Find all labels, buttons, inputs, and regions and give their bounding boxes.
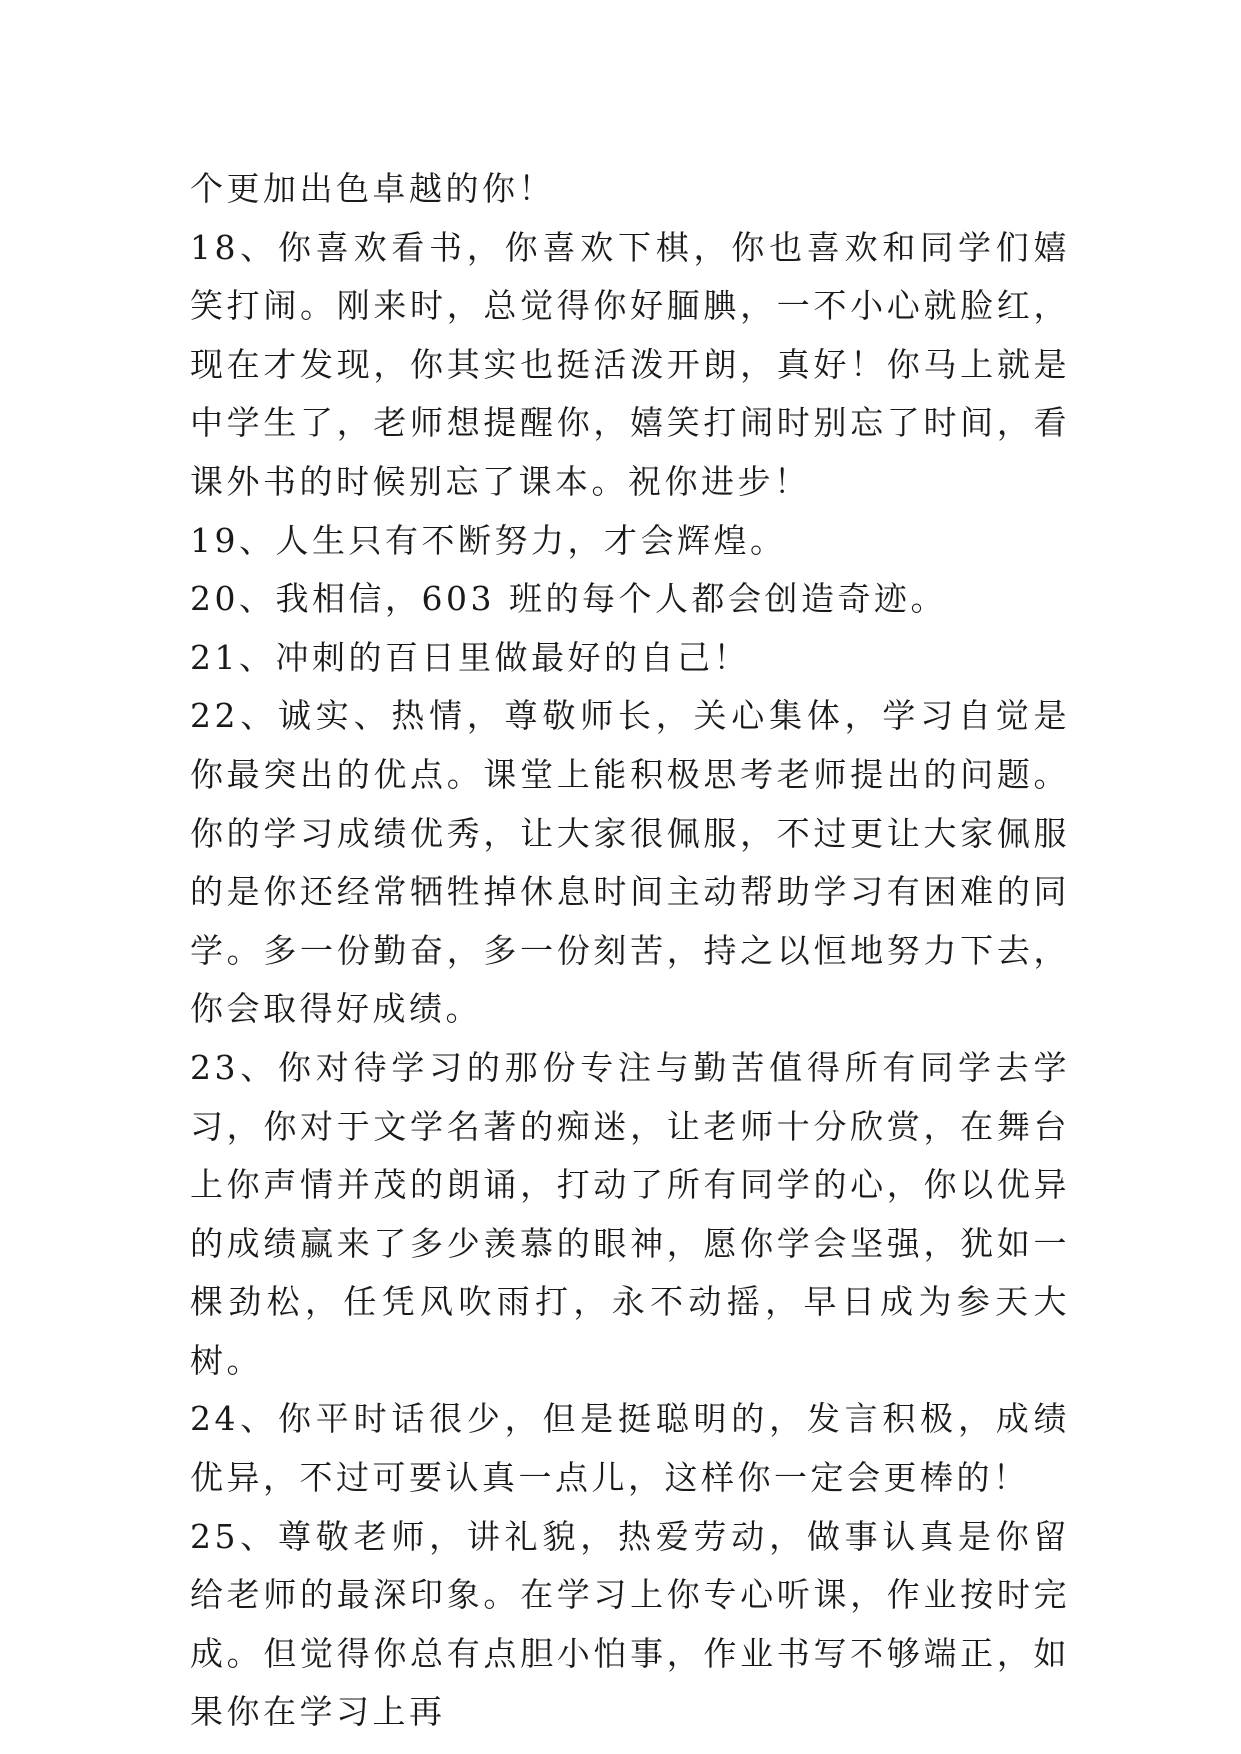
paragraph-item-21: 21、冲刺的百日里做最好的自己！	[190, 637, 750, 677]
paragraph-item-24: 24、你平时话很少，但是挺聪明的，发言积极，成绩优异，不过可要认真一点儿，这样你一定会更棒的！	[190, 1399, 1070, 1498]
document-body	[190, 160, 1070, 1742]
paragraph-item-20: 20、我相信，603 班的每个人都会创造奇迹。	[190, 579, 947, 619]
paragraph-continuation: 个更加出色卓越的你！	[190, 169, 555, 208]
paragraph-item-23: 23、你对待学习的那份专注与勤苦值得所有同学去学习，你对于文学名著的痴迷，让老师十分欣赏，在舞台上你声情并茂的朗诵，打动了所有同学的心，你以优异的成绩赢来了多少羡慕的眼神，愿你学会坚强，犹如一棵劲松，任凭风吹雨打，永不动摇，早日成为参天大树。	[190, 1047, 1070, 1380]
paragraph-item-22: 22、诚实、热情，尊敬师长，关心集体，学习自觉是你最突出的优点。课堂上能积极思考老师提出的问题。你的学习成绩优秀，让大家很佩服，不过更让大家佩服的是你还经常牺牲掉休息时间主动帮助学习有困难的同学。多一份勤奋，多一份刻苦，持之以恒地努力下去，你会取得好成绩。	[190, 696, 1070, 1029]
paragraph-item-19: 19、人生只有不断努力，才会辉煌。	[190, 520, 787, 560]
paragraph-item-18: 18、你喜欢看书，你喜欢下棋，你也喜欢和同学们嬉笑打闹。刚来时，总觉得你好腼腆，一不小心就脸红，现在才发现，你其实也挺活泼开朗，真好！你马上就是中学生了，老师想提醒你，嬉笑打闹时别忘了时间，看课外书的时候别忘了课本。祝你进步！	[190, 227, 1070, 501]
paragraph-item-25: 25、尊敬老师，讲礼貌，热爱劳动，做事认真是你留给老师的最深印象。在学习上你专心听课，作业按时完成。但觉得你总有点胆小怕事，作业书写不够端正，如果你在学习上再	[190, 1516, 1070, 1732]
